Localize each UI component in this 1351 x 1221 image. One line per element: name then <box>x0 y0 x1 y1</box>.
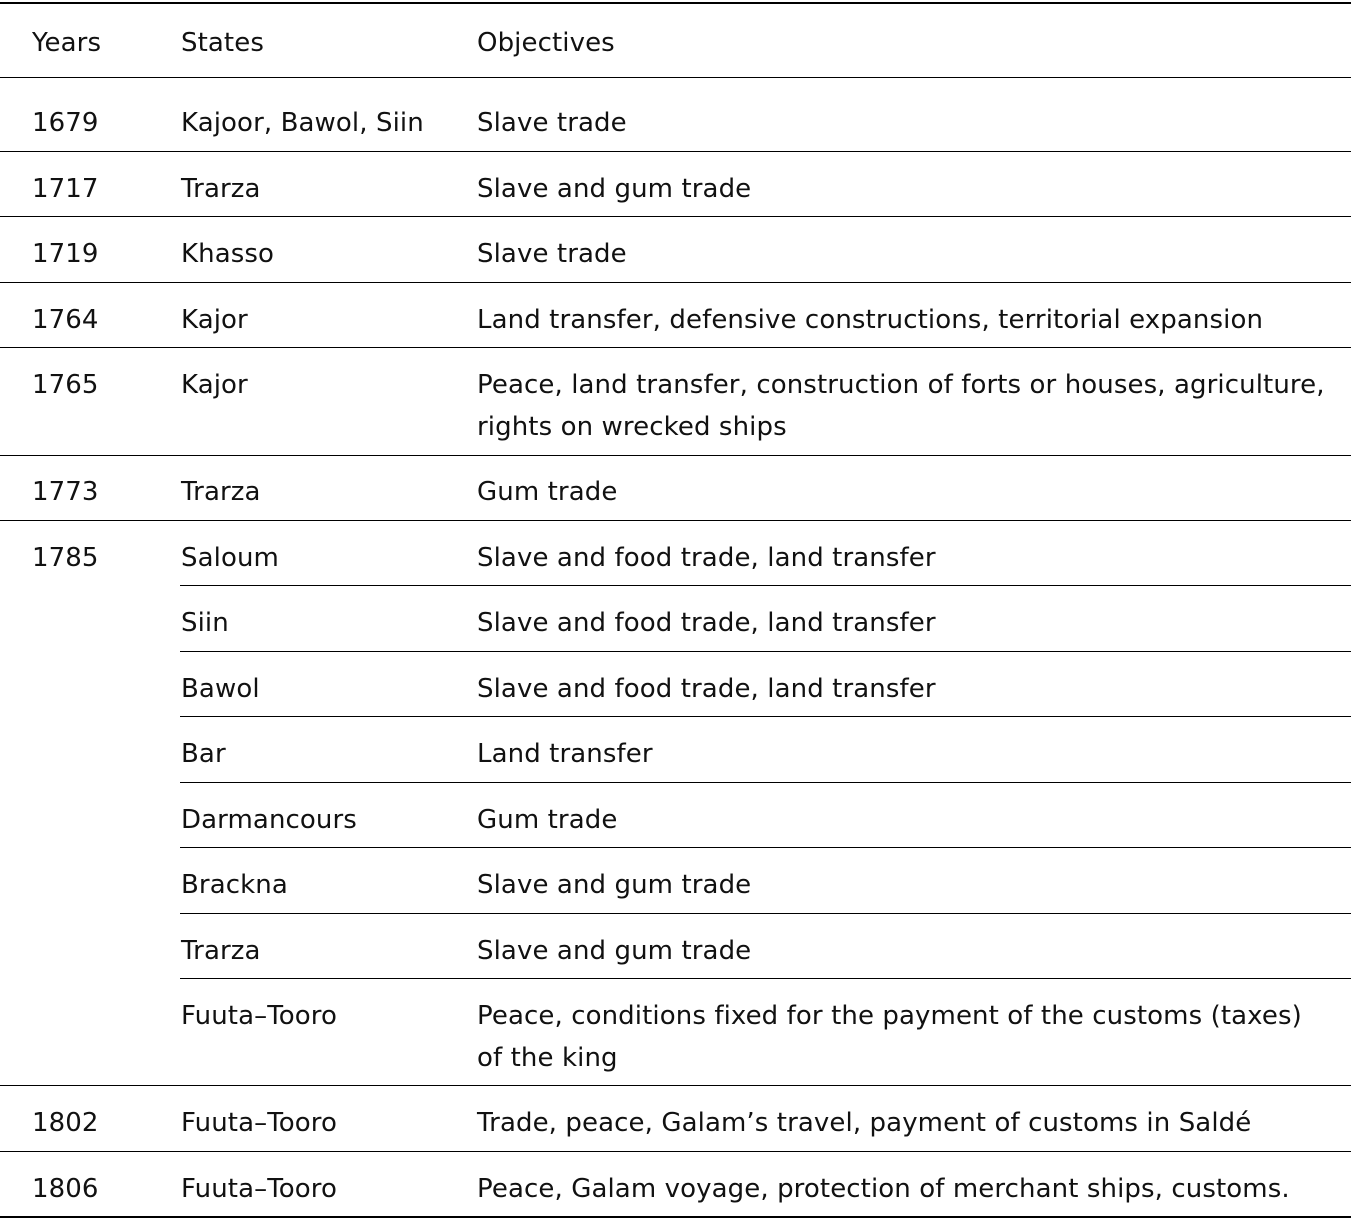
cell-state: Trarza <box>181 477 261 507</box>
row-divider <box>0 151 1351 152</box>
cell-state: Kajor <box>181 370 248 400</box>
cell-state: Fuuta–Tooro <box>181 1001 338 1031</box>
row-divider <box>0 455 1351 456</box>
header-rule <box>0 77 1351 78</box>
row-divider <box>0 347 1351 348</box>
cell-objective: Land transfer, defensive constructions, territorial expansion <box>477 305 1264 335</box>
cell-state: Fuuta–Tooro <box>181 1174 338 1204</box>
row-divider <box>180 782 1351 783</box>
cell-objective: Slave and food trade, land transfer <box>477 543 936 573</box>
row-divider <box>180 978 1351 979</box>
row-divider <box>180 716 1351 717</box>
cell-objective: Slave and gum trade <box>477 174 752 204</box>
cell-state: Bawol <box>181 674 260 704</box>
row-divider <box>180 847 1351 848</box>
cell-year: 1765 <box>32 370 99 400</box>
cell-objective: Slave trade <box>477 239 627 269</box>
cell-year: 1773 <box>32 477 99 507</box>
row-divider <box>0 216 1351 217</box>
header-years: Years <box>32 28 102 58</box>
cell-objective: Slave and food trade, land transfer <box>477 608 936 638</box>
cell-year: 1764 <box>32 305 99 335</box>
row-divider <box>180 651 1351 652</box>
cell-objective: Gum trade <box>477 805 618 835</box>
cell-objective: Slave and food trade, land transfer <box>477 674 936 704</box>
cell-objective: Land transfer <box>477 739 653 769</box>
header-objectives: Objectives <box>477 28 615 58</box>
header-states: States <box>181 28 264 58</box>
row-divider <box>0 520 1351 521</box>
cell-year: 1802 <box>32 1108 99 1138</box>
row-divider <box>0 1151 1351 1152</box>
row-divider <box>0 1085 1351 1086</box>
cell-state: Khasso <box>181 239 275 269</box>
cell-year: 1717 <box>32 174 99 204</box>
cell-year: 1719 <box>32 239 99 269</box>
cell-objective: Slave and gum trade <box>477 870 752 900</box>
cell-year: 1806 <box>32 1174 99 1204</box>
cell-state: Trarza <box>181 174 261 204</box>
cell-year: 1679 <box>32 108 99 138</box>
cell-objective: Slave and gum trade <box>477 936 752 966</box>
cell-state: Kajor <box>181 305 248 335</box>
cell-objective: Peace, Galam voyage, protection of merchant ships, customs. <box>477 1174 1290 1204</box>
row-divider <box>180 913 1351 914</box>
cell-state: Brackna <box>181 870 288 900</box>
cell-state: Bar <box>181 739 226 769</box>
cell-objective: Peace, conditions fixed for the payment of the customs (taxes) of the king <box>477 1001 1302 1073</box>
cell-objective: Peace, land transfer, construction of forts or houses, agriculture, rights on wrecked ships <box>477 370 1325 442</box>
cell-state: Darmancours <box>181 805 357 835</box>
cell-state: Saloum <box>181 543 279 573</box>
cell-state: Fuuta–Tooro <box>181 1108 338 1138</box>
cell-objective: Gum trade <box>477 477 618 507</box>
cell-state: Trarza <box>181 936 261 966</box>
table-top-rule <box>0 2 1351 4</box>
cell-year: 1785 <box>32 543 99 573</box>
cell-objective: Slave trade <box>477 108 627 138</box>
row-divider <box>0 282 1351 283</box>
cell-objective: Trade, peace, Galam’s travel, payment of customs in Saldé <box>477 1108 1252 1138</box>
cell-state: Kajoor, Bawol, Siin <box>181 108 424 138</box>
row-divider <box>180 585 1351 586</box>
cell-state: Siin <box>181 608 229 638</box>
table-bottom-rule <box>0 1216 1351 1218</box>
